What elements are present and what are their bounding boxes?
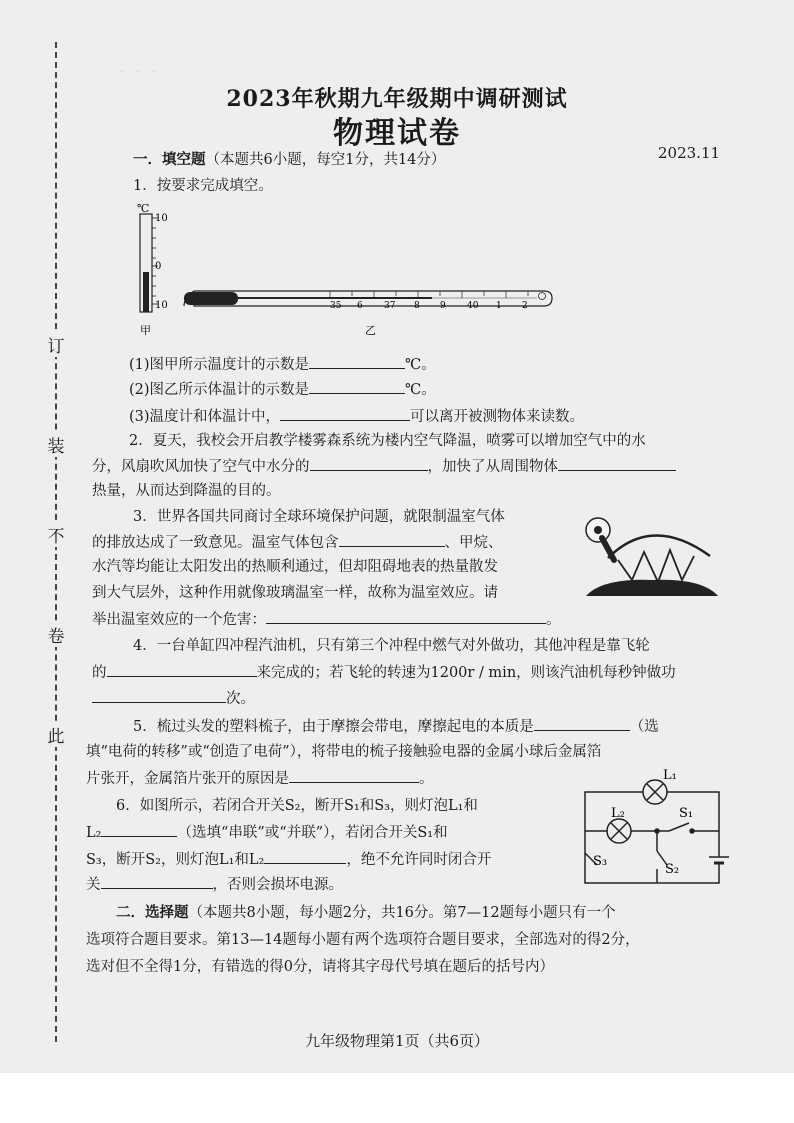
section2-line1 bbox=[116, 903, 616, 923]
binding-char: 订 bbox=[46, 332, 66, 357]
binding-char: 装 bbox=[46, 432, 66, 457]
q5-text: 片张开，金属箔片张开的原因是 bbox=[86, 771, 289, 787]
binding-char: 不 bbox=[46, 522, 66, 547]
q4-line1: 4．一台单缸四冲程汽油机，只有第三个冲程中燃气对外做功，其他冲程是靠飞轮 bbox=[133, 638, 650, 654]
q3-text: 、甲烷、 bbox=[444, 535, 503, 551]
answer-blank[interactable] bbox=[339, 532, 445, 547]
q5-line3 bbox=[86, 768, 434, 789]
clinical-scale-label: 2 bbox=[522, 301, 528, 311]
q1-sub2-unit: ℃。 bbox=[405, 382, 436, 398]
clinical-scale-label: 37 bbox=[384, 301, 396, 311]
thermometer-figure bbox=[132, 198, 572, 340]
q3-text: 的排放达成了一致意见。温室气体包含 bbox=[92, 535, 339, 551]
answer-blank[interactable] bbox=[280, 406, 410, 421]
q1-sub1-unit: ℃。 bbox=[405, 357, 436, 373]
q6-text: ，否则会损坏电源。 bbox=[212, 877, 343, 893]
circuit-diagram bbox=[577, 765, 735, 889]
q3-text: 。 bbox=[546, 612, 561, 628]
answer-blank[interactable] bbox=[92, 688, 226, 703]
clinical-scale-label: 1 bbox=[496, 301, 502, 311]
q1-sub3 bbox=[129, 406, 584, 427]
q1-text: 1．按要求完成填空。 bbox=[133, 178, 273, 194]
q5-text: （选 bbox=[629, 719, 659, 735]
q1-sub2 bbox=[129, 379, 436, 400]
q5-text: 5．梳过头发的塑料梳子，由于摩擦会带电，摩擦起电的本质是 bbox=[133, 719, 534, 735]
q6-line4 bbox=[86, 874, 343, 895]
q6-line2 bbox=[86, 822, 448, 843]
q4-text: 来完成的；若飞轮的转速为1200r / min，则该汽油机每秒钟做功 bbox=[256, 665, 676, 681]
binding-char: 卷 bbox=[46, 622, 66, 647]
q2-line2 bbox=[92, 456, 676, 477]
section1-note: （本题共6小题，每空1分，共14分） bbox=[205, 152, 446, 168]
answer-blank[interactable] bbox=[266, 609, 546, 624]
q1-sub1-text: (1)图甲所示温度计的示数是 bbox=[129, 357, 310, 373]
q1-sub3-text-end: 可以离开被测物体来读数。 bbox=[410, 409, 585, 425]
section2-heading: 二．选择题 bbox=[116, 904, 189, 921]
exam-subtitle: 物理试卷 bbox=[333, 116, 461, 151]
q3-line3: 水汽等均能让太阳发出的热顺利通过，但却阻碍地表的热量散发 bbox=[92, 559, 498, 575]
exam-title: 2023年秋期九年级期中调研测试 bbox=[226, 86, 568, 112]
clinical-scale-label: 9 bbox=[440, 301, 446, 311]
q6-text: S₃，断开S₂，则灯泡L₁和L₂ bbox=[86, 852, 265, 868]
q1-sub1 bbox=[129, 354, 436, 375]
thermometer-tick: 10 bbox=[155, 213, 168, 224]
q1-sub2-text: (2)图乙所示体温计的示数是 bbox=[129, 382, 310, 398]
thermometer-tick: 10 bbox=[155, 300, 168, 311]
q1-sub3-text: (3)温度计和体温计中， bbox=[129, 409, 281, 425]
q2-text: ，加快了从周围物体 bbox=[427, 459, 558, 475]
q5-text: 。 bbox=[419, 771, 434, 787]
switch-label-s3: S₃ bbox=[593, 854, 608, 869]
q6-text: L₂ bbox=[86, 825, 102, 841]
q4-text: 次。 bbox=[226, 691, 255, 707]
clinical-scale-label: 35 bbox=[330, 301, 342, 311]
q3-line5 bbox=[92, 609, 561, 630]
bleed-through-text: · · · bbox=[120, 64, 156, 78]
q6-line1: 6．如图所示，若闭合开关S₂，断开S₁和S₃，则灯泡L₁和 bbox=[116, 798, 478, 814]
greenhouse-effect-figure bbox=[582, 512, 722, 598]
switch-label-s2: S₂ bbox=[665, 862, 680, 877]
q6-text: 关 bbox=[86, 877, 101, 893]
answer-blank[interactable] bbox=[101, 874, 213, 889]
q3-text: 举出温室效应的一个危害： bbox=[92, 612, 266, 628]
thermometer-unit: ℃ bbox=[137, 202, 150, 215]
clinical-scale-label: 8 bbox=[414, 301, 420, 311]
thermometer-tick: 0 bbox=[155, 261, 162, 272]
lamp-label-l2: L₂ bbox=[611, 806, 625, 821]
section1-header bbox=[133, 150, 445, 170]
figure-caption-yi: 乙 bbox=[365, 324, 376, 337]
answer-blank[interactable] bbox=[264, 849, 346, 864]
lamp-label-l1: L₁ bbox=[663, 768, 677, 783]
q2-line1: 2．夏天，我校会开启教学楼雾森系统为楼内空气降温，喷雾可以增加空气中的水 bbox=[129, 433, 646, 449]
q5-line1 bbox=[133, 716, 659, 737]
exam-date: 2023.11 bbox=[658, 144, 721, 162]
q6-line3 bbox=[86, 849, 491, 870]
q4-text: 的 bbox=[92, 665, 107, 681]
answer-blank[interactable] bbox=[289, 768, 419, 783]
q6-text: （选填“串联”或“并联”），若闭合开关S₁和 bbox=[177, 825, 448, 841]
answer-blank[interactable] bbox=[558, 456, 676, 471]
answer-blank[interactable] bbox=[309, 379, 405, 394]
q3-line2 bbox=[92, 532, 503, 553]
q6-text: ，绝不允许同时闭合开 bbox=[346, 852, 492, 868]
q2-line3: 热量，从而达到降温的目的。 bbox=[92, 483, 281, 499]
figure-caption-jia: 甲 bbox=[140, 324, 151, 337]
page-footer: 九年级物理第1页（共6页） bbox=[304, 1032, 490, 1050]
section2-line2: 选项符合题目要求。第13—14题每小题有两个选项符合题目要求，全部选对的得2分， bbox=[86, 932, 640, 948]
clinical-scale-label: 40 bbox=[467, 301, 479, 311]
q3-line1: 3．世界各国共同商讨全球环境保护问题，就限制温室气体 bbox=[133, 509, 505, 525]
answer-blank[interactable] bbox=[310, 456, 428, 471]
answer-blank[interactable] bbox=[309, 354, 405, 369]
answer-blank[interactable] bbox=[534, 716, 630, 731]
q5-line2: 填“电荷的转移”或“创造了电荷”），将带电的梳子接触验电器的金属小球后金属箔 bbox=[86, 744, 602, 760]
q4-line3 bbox=[92, 688, 255, 709]
q2-text: 分，风扇吹风加快了空气中水分的 bbox=[92, 459, 310, 475]
answer-blank[interactable] bbox=[101, 822, 177, 837]
section2-note: （本题共8小题，每小题2分，共16分。第7—12题每小题只有一个 bbox=[188, 905, 616, 921]
section2-line3: 选对但不全得1分，有错选的得0分，请将其字母代号填在题后的括号内） bbox=[86, 959, 554, 975]
binding-char: 此 bbox=[46, 722, 66, 747]
switch-label-s1: S₁ bbox=[679, 806, 694, 821]
answer-blank[interactable] bbox=[107, 662, 257, 677]
clinical-scale-label: 6 bbox=[357, 301, 363, 311]
q4-line2 bbox=[92, 662, 676, 683]
q3-line4: 到大气层外，这种作用就像玻璃温室一样，故称为温室效应。请 bbox=[92, 585, 498, 601]
section1-heading: 一．填空题 bbox=[133, 151, 206, 168]
